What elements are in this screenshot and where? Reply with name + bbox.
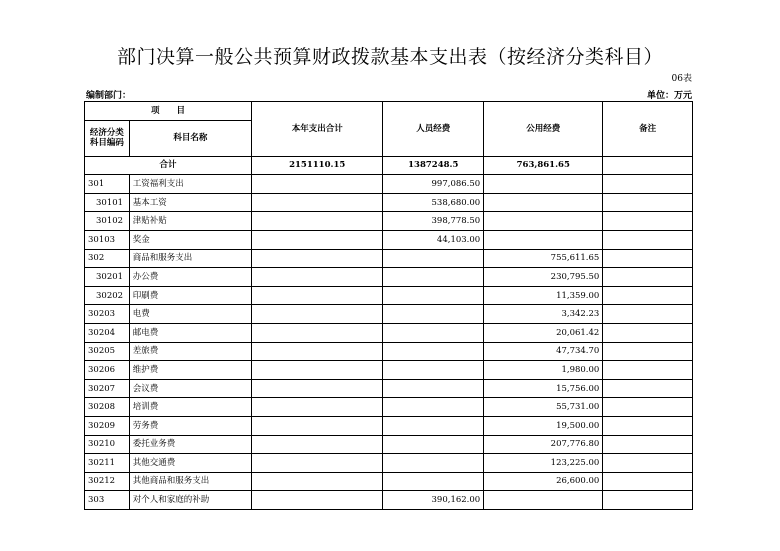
- row-name: 电费: [129, 305, 251, 324]
- row-remark: [603, 193, 693, 212]
- row-name: 津贴补贴: [129, 212, 251, 231]
- row-personnel: 538,680.00: [383, 193, 484, 212]
- row-name: 奖金: [129, 230, 251, 249]
- summary-personnel: 1387248.5: [383, 156, 484, 175]
- row-total: [252, 416, 383, 435]
- table-row: [85, 342, 693, 361]
- header-item: 项 目: [85, 102, 252, 121]
- table-row: [85, 249, 693, 268]
- header-total: 本年支出合计: [252, 102, 383, 157]
- row-public: 230,795.50: [484, 268, 603, 287]
- row-remark: [603, 175, 693, 194]
- row-total: [252, 323, 383, 342]
- row-remark: [603, 305, 693, 324]
- row-public: 20,061.42: [484, 323, 603, 342]
- row-personnel: [383, 286, 484, 305]
- table-row: [85, 472, 693, 491]
- row-remark: [603, 398, 693, 417]
- table-row: [85, 230, 693, 249]
- row-total: [252, 398, 383, 417]
- row-total: [252, 472, 383, 491]
- row-remark: [603, 491, 693, 510]
- row-total: [252, 454, 383, 473]
- row-public: [484, 491, 603, 510]
- dept-label: 编制部门：: [86, 91, 132, 101]
- header-subject-name: 科目名称: [129, 120, 251, 156]
- header-personnel: 人员经费: [383, 102, 484, 157]
- row-public: 1,980.00: [484, 361, 603, 380]
- row-total: [252, 175, 383, 194]
- row-public: 19,500.00: [484, 416, 603, 435]
- table-row: [85, 454, 693, 473]
- row-public: 55,731.00: [484, 398, 603, 417]
- row-public: [484, 175, 603, 194]
- row-code: 30206: [85, 361, 130, 380]
- row-personnel: [383, 268, 484, 287]
- header-public: 公用经费: [484, 102, 603, 157]
- row-personnel: [383, 416, 484, 435]
- row-remark: [603, 379, 693, 398]
- page-title: 部门决算一般公共预算财政拨款基本支出表（按经济分类科目）: [116, 46, 663, 68]
- row-personnel: 997,086.50: [383, 175, 484, 194]
- table-row: [85, 398, 693, 417]
- row-remark: [603, 268, 693, 287]
- table-code: 06表: [671, 74, 692, 84]
- table-row: [85, 305, 693, 324]
- row-personnel: [383, 379, 484, 398]
- row-remark: [603, 454, 693, 473]
- table-row: [85, 212, 693, 231]
- row-remark: [603, 361, 693, 380]
- row-code: 30204: [85, 323, 130, 342]
- row-name: 工资福利支出: [129, 175, 251, 194]
- row-code: 30207: [85, 379, 130, 398]
- row-total: [252, 193, 383, 212]
- table-row: [85, 193, 693, 212]
- row-name: 印刷费: [129, 286, 251, 305]
- row-code: 30208: [85, 398, 130, 417]
- row-code: 30102: [85, 212, 130, 231]
- row-name: 办公费: [129, 268, 251, 287]
- row-public: 207,776.80: [484, 435, 603, 454]
- row-code: 30101: [85, 193, 130, 212]
- row-remark: [603, 323, 693, 342]
- row-code: 30209: [85, 416, 130, 435]
- summary-label: 合计: [85, 156, 252, 175]
- row-remark: [603, 286, 693, 305]
- table-row: [85, 361, 693, 380]
- row-personnel: 398,778.50: [383, 212, 484, 231]
- row-name: 商品和服务支出: [129, 249, 251, 268]
- table-row: [85, 175, 693, 194]
- row-public: [484, 230, 603, 249]
- row-public: 3,342.23: [484, 305, 603, 324]
- table-row: [85, 268, 693, 287]
- row-total: [252, 379, 383, 398]
- row-code: 30201: [85, 268, 130, 287]
- row-name: 劳务费: [129, 416, 251, 435]
- unit-label: 单位：万元: [646, 91, 692, 101]
- row-name: 委托业务费: [129, 435, 251, 454]
- row-name: 对个人和家庭的补助: [129, 491, 251, 510]
- row-total: [252, 305, 383, 324]
- row-personnel: [383, 323, 484, 342]
- row-public: 26,600.00: [484, 472, 603, 491]
- row-total: [252, 361, 383, 380]
- row-name: 会议费: [129, 379, 251, 398]
- row-personnel: 44,103.00: [383, 230, 484, 249]
- table-row: [85, 435, 693, 454]
- row-personnel: [383, 435, 484, 454]
- row-remark: [603, 342, 693, 361]
- row-remark: [603, 416, 693, 435]
- header-econ-code: 经济分类科目编码: [85, 120, 130, 156]
- header-remark: 备注: [603, 102, 693, 157]
- row-public: 11,359.00: [484, 286, 603, 305]
- row-total: [252, 286, 383, 305]
- row-total: [252, 249, 383, 268]
- row-personnel: [383, 361, 484, 380]
- row-code: 30205: [85, 342, 130, 361]
- row-name: 差旅费: [129, 342, 251, 361]
- row-total: [252, 268, 383, 287]
- row-code: 301: [85, 175, 130, 194]
- row-code: 30202: [85, 286, 130, 305]
- table-row: [85, 323, 693, 342]
- summary-remark: [603, 156, 693, 175]
- row-personnel: [383, 305, 484, 324]
- row-remark: [603, 230, 693, 249]
- row-public: 47,734.70: [484, 342, 603, 361]
- row-remark: [603, 212, 693, 231]
- table-row: [85, 286, 693, 305]
- row-code: 30203: [85, 305, 130, 324]
- row-name: 基本工资: [129, 193, 251, 212]
- row-personnel: 390,162.00: [383, 491, 484, 510]
- expenditure-table: [84, 101, 693, 510]
- row-code: 30211: [85, 454, 130, 473]
- row-remark: [603, 472, 693, 491]
- row-personnel: [383, 454, 484, 473]
- row-code: 30210: [85, 435, 130, 454]
- row-name: 其他交通费: [129, 454, 251, 473]
- row-remark: [603, 435, 693, 454]
- row-total: [252, 342, 383, 361]
- summary-total: 2151110.15: [252, 156, 383, 175]
- row-public: [484, 193, 603, 212]
- row-personnel: [383, 342, 484, 361]
- row-remark: [603, 249, 693, 268]
- table-row: [85, 416, 693, 435]
- row-personnel: [383, 472, 484, 491]
- row-name: 邮电费: [129, 323, 251, 342]
- row-personnel: [383, 398, 484, 417]
- table-row: [85, 491, 693, 510]
- row-name: 培训费: [129, 398, 251, 417]
- row-total: [252, 230, 383, 249]
- row-public: 123,225.00: [484, 454, 603, 473]
- row-total: [252, 435, 383, 454]
- row-name: 其他商品和服务支出: [129, 472, 251, 491]
- row-code: 30103: [85, 230, 130, 249]
- row-total: [252, 491, 383, 510]
- row-code: 302: [85, 249, 130, 268]
- row-code: 30212: [85, 472, 130, 491]
- row-total: [252, 212, 383, 231]
- summary-public: 763,861.65: [484, 156, 603, 175]
- row-public: [484, 212, 603, 231]
- row-name: 维护费: [129, 361, 251, 380]
- table-row: [85, 379, 693, 398]
- row-personnel: [383, 249, 484, 268]
- row-code: 303: [85, 491, 130, 510]
- row-public: 15,756.00: [484, 379, 603, 398]
- row-public: 755,611.65: [484, 249, 603, 268]
